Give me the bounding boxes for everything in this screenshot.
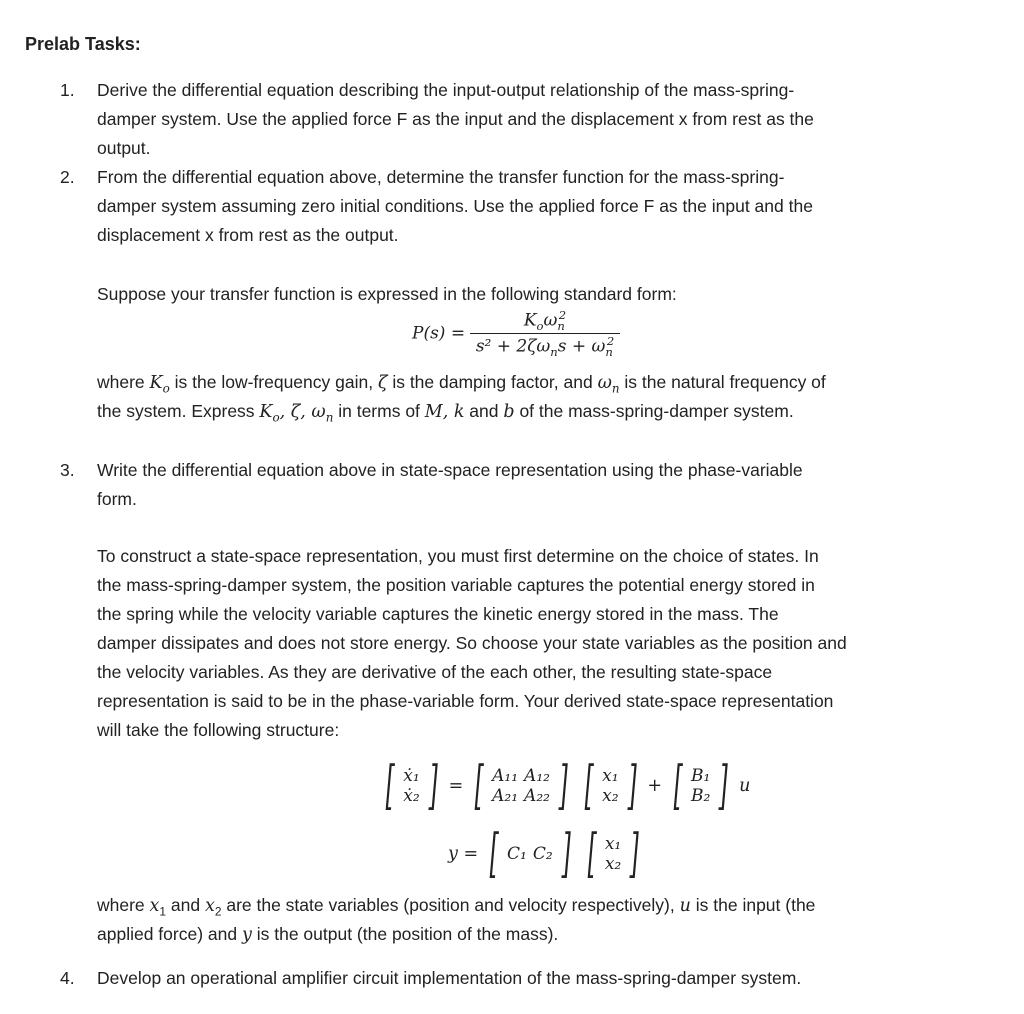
tf-fraction	[470, 308, 620, 359]
state-space-para-4: damper dissipates and does not store energy. So choose your state variables as the position and	[97, 633, 847, 653]
tf-denominator: $s^2 + 2\zeta\omega_ns + \omega_n^2$	[475, 334, 615, 360]
task-4-number: 4.	[60, 968, 75, 988]
tf-where-line-1: where $K_o$ is the low-frequency gain, ζ is the damping factor, and $\omega_n$ is the natural frequency of	[97, 372, 826, 396]
ss-where-line-1: where $x_1$ and $x_2$ are the state variables (position and velocity respectively), u is the input (the	[97, 895, 816, 919]
a-matrix: [ A₁₁ A₁₂ A₂₁ A₂₂ ]	[474, 756, 568, 816]
state-space-para-7: will take the following structure:	[97, 720, 340, 740]
output-equation: y = [ C₁ C₂ ] [ x₁ x₂ ]	[448, 828, 645, 880]
ss-where-line-2: applied force) and y is the output (the position of the mass).	[97, 924, 559, 945]
state-space-para-3: the spring while the velocity variable captures the kinetic energy stored in the mass. The	[97, 604, 779, 624]
task-3-line-2: form.	[97, 489, 137, 509]
transfer-function-intro: Suppose your transfer function is expressed in the following standard form:	[97, 284, 677, 304]
b-vector: [ B₁ B₂ ]	[673, 756, 728, 816]
state-space-para-6: representation is said to be in the phase-variable form. Your derived state-space representation	[97, 691, 834, 711]
task-2-line-3: displacement x from rest as the output.	[97, 225, 399, 245]
task-2-number: 2.	[60, 167, 75, 187]
x-vector: [ x₁ x₂ ]	[584, 756, 637, 816]
transfer-function-equation	[412, 308, 620, 359]
task-2-line-1: From the differential equation above, determine the transfer function for the mass-spring-	[97, 167, 785, 187]
state-space-para-5: the velocity variables. As they are derivative of the each other, the resulting state-space	[97, 662, 773, 682]
tf-where-line-2: the system. Express $K_o$, ζ, $\omega_n$ in terms of M, k and b of the mass-spring-damper system.	[97, 401, 794, 425]
state-equation: [ ẋ₁ ẋ₂ ] = [ A₁₁ A₁₂ A₂₁ A₂₂ ] [ x₁ x₂ ] + [ B₁ B₂ ] u	[380, 760, 750, 812]
state-space-para-2: the mass-spring-damper system, the position variable captures the potential energy stored in	[97, 575, 815, 595]
tf-numerator: $K_o\omega_n^2$	[470, 308, 620, 334]
tf-lhs: P(s) =	[412, 323, 466, 344]
page-heading: Prelab Tasks:	[25, 34, 141, 54]
xdot-vector: [ ẋ₁ ẋ₂ ]	[385, 756, 438, 816]
task-1-line-3: output.	[97, 138, 151, 158]
task-4-line-1: Develop an operational amplifier circuit implementation of the mass-spring-damper system.	[97, 968, 802, 988]
task-1-line-2: damper system. Use the applied force F as the input and the displacement x from rest as the	[97, 109, 814, 129]
task-2-line-2: damper system assuming zero initial conditions. Use the applied force F as the input and the	[97, 196, 813, 216]
c-matrix: [ C₁ C₂ ]	[489, 824, 571, 884]
task-3-line-1: Write the differential equation above in state-space representation using the phase-variable	[97, 460, 803, 480]
state-space-para-1: To construct a state-space representation, you must first determine on the choice of states. In	[97, 546, 819, 566]
task-1-number: 1.	[60, 80, 75, 100]
task-1-line-1: Derive the differential equation describing the input-output relationship of the mass-spring-	[97, 80, 795, 100]
task-3-number: 3.	[60, 460, 75, 480]
x-vector-output: [ x₁ x₂ ]	[587, 824, 639, 884]
